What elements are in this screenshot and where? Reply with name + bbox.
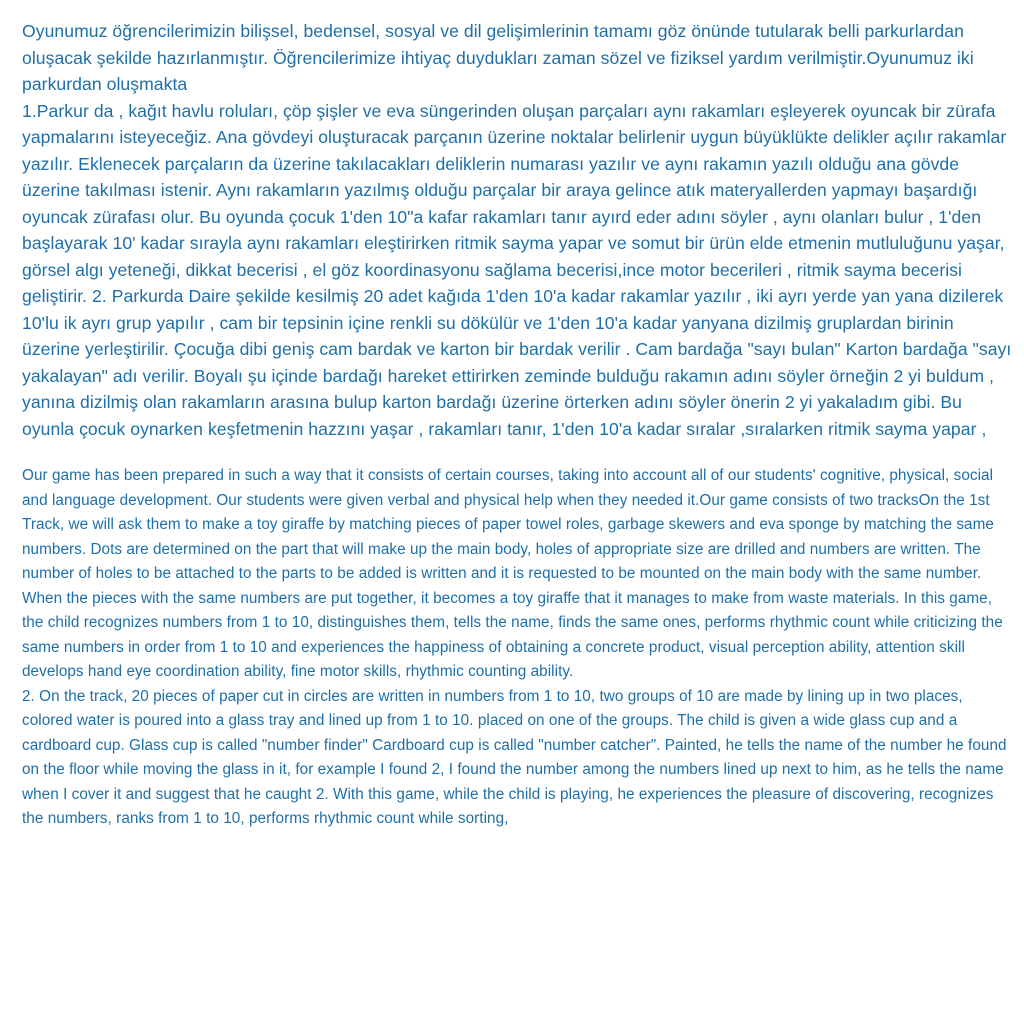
turkish-intro-paragraph: Oyunumuz öğrencilerimizin bilişsel, bedensel, sosyal ve dil gelişimlerinin tamamı göz önünde tutularak belli parkurlardan oluşacak şekilde hazırlanmıştır. Öğrencilerimize ihtiyaç duydukları zaman sözel ve fiziksel yardım verilmiştir.Oyunumuz iki parkurdan oluşmakta: [22, 21, 974, 94]
english-track2-paragraph: 2. On the track, 20 pieces of paper cut in circles are written in numbers from 1 to 10, two groups of 10 are made by lining up in two places, colored water is poured into a glass tray and lined up from 1 to 10. placed on one of the groups. The child is given a wide glass cup and a cardboard cup. Glass cup is called "number finder" Cardboard cup is called "number catcher". Painted, he tells the name of the number he found on the floor while moving the glass in it, for example I found 2, I found the number among the numbers lined up next to him, as he tells the name when I cover it and suggest that he caught 2. With this game, while the child is playing, he experiences the pleasure of discovering, recognizes the numbers, ranks from 1 to 10, performs rhythmic count while sorting,: [22, 687, 1007, 827]
turkish-body-paragraph: 1.Parkur da , kağıt havlu roluları, çöp şişler ve eva süngerinden oluşan parçaları aynı rakamları eşleyerek oyuncak bir zürafa yapmalarını isteyeceğiz. Ana gövdeyi oluşturacak parçanın üzerine noktalar belirlenir uygun büyüklükte delikler açılır rakamlar yazılır. Eklenecek parçaların da üzerine takılacakları deliklerin numarası yazılır ve aynı rakamın yazılı olduğu ana gövde üzerine takılması istenir. Aynı rakamların yazılmış olduğu parçalar bir araya gelince atık materyallerden yapmayı başardığı oyuncak zürafası olur. Bu oyunda çocuk 1'den 10"a kafar rakamları tanır ayırd eder adını söyler , aynı olanları bulur , 1'den başlayarak 10' kadar sırayla aynı rakamları eleştirirken ritmik sayma yapar ve somut bir ürün elde etmenin mutluluğunu yaşar, görsel algı yeteneği, dikkat becerisi , el göz koordinasyonu sağlama becerisi,ince motor becerileri , ritmik sayma becerisi geliştirir. 2. Parkurda Daire şekilde kesilmiş 20 adet kağıda 1'den 10'a kadar rakamlar yazılır , iki ayrı yerde yan yana dizilerek 10'lu ik ayrı grup yapılır , cam bir tepsinin içine renkli su dökülür ve 1'den 10'a kadar yanyana dizilmiş gruplardan birinin üzerine yerleştirilir. Çocuğa dibi geniş cam bardak ve karton bir bardak verilir . Cam bardağa "sayı bulan" Karton bardağa "sayı yakalayan" adı verilir. Boyalı şu içinde bardağı hareket ettirirken zeminde bulduğu rakamın adını söyler örneğin 2 yi buldum , yanına dizilmiş olan rakamların arasına bulup karton bardağı üzerine örterken adını söyler önerin 2 yi yakaladım gibi. Bu oyunla çocuk oynarken keşfetmenin hazzını yaşar , rakamları tanır, 1'den 10'a kadar sıralar ,sıralarken ritmik sayma yapar ,: [22, 100, 1012, 439]
document: [22, 18, 1012, 832]
english-track1-paragraph: Our game has been prepared in such a way that it consists of certain courses, taking into account all of our students' cognitive, physical, social and language development. Our students were given verbal and physical help when they needed it.Our game consists of two tracksOn the 1st Track, we will ask them to make a toy giraffe by matching pieces of paper towel roles, garbage skewers and eva sponge by matching the same numbers. Dots are determined on the part that will make up the main body, holes of appropriate size are drilled and numbers are written. The number of holes to be attached to the parts to be added is written and it is requested to be mounted on the main body with the same number. When the pieces with the same numbers are put together, it becomes a toy giraffe that it manages to make from waste materials. In this game, the child recognizes numbers from 1 to 10, distinguishes them, tells the name, finds the same ones, performs rhythmic count while criticizing the same numbers in order from 1 to 10 and experiences the happiness of obtaining a concrete product, visual perception ability, attention skill develops hand eye coordination ability, fine motor skills, rhythmic counting ability.: [22, 467, 1003, 680]
english-section: [22, 464, 1012, 832]
turkish-section: [22, 18, 1012, 442]
